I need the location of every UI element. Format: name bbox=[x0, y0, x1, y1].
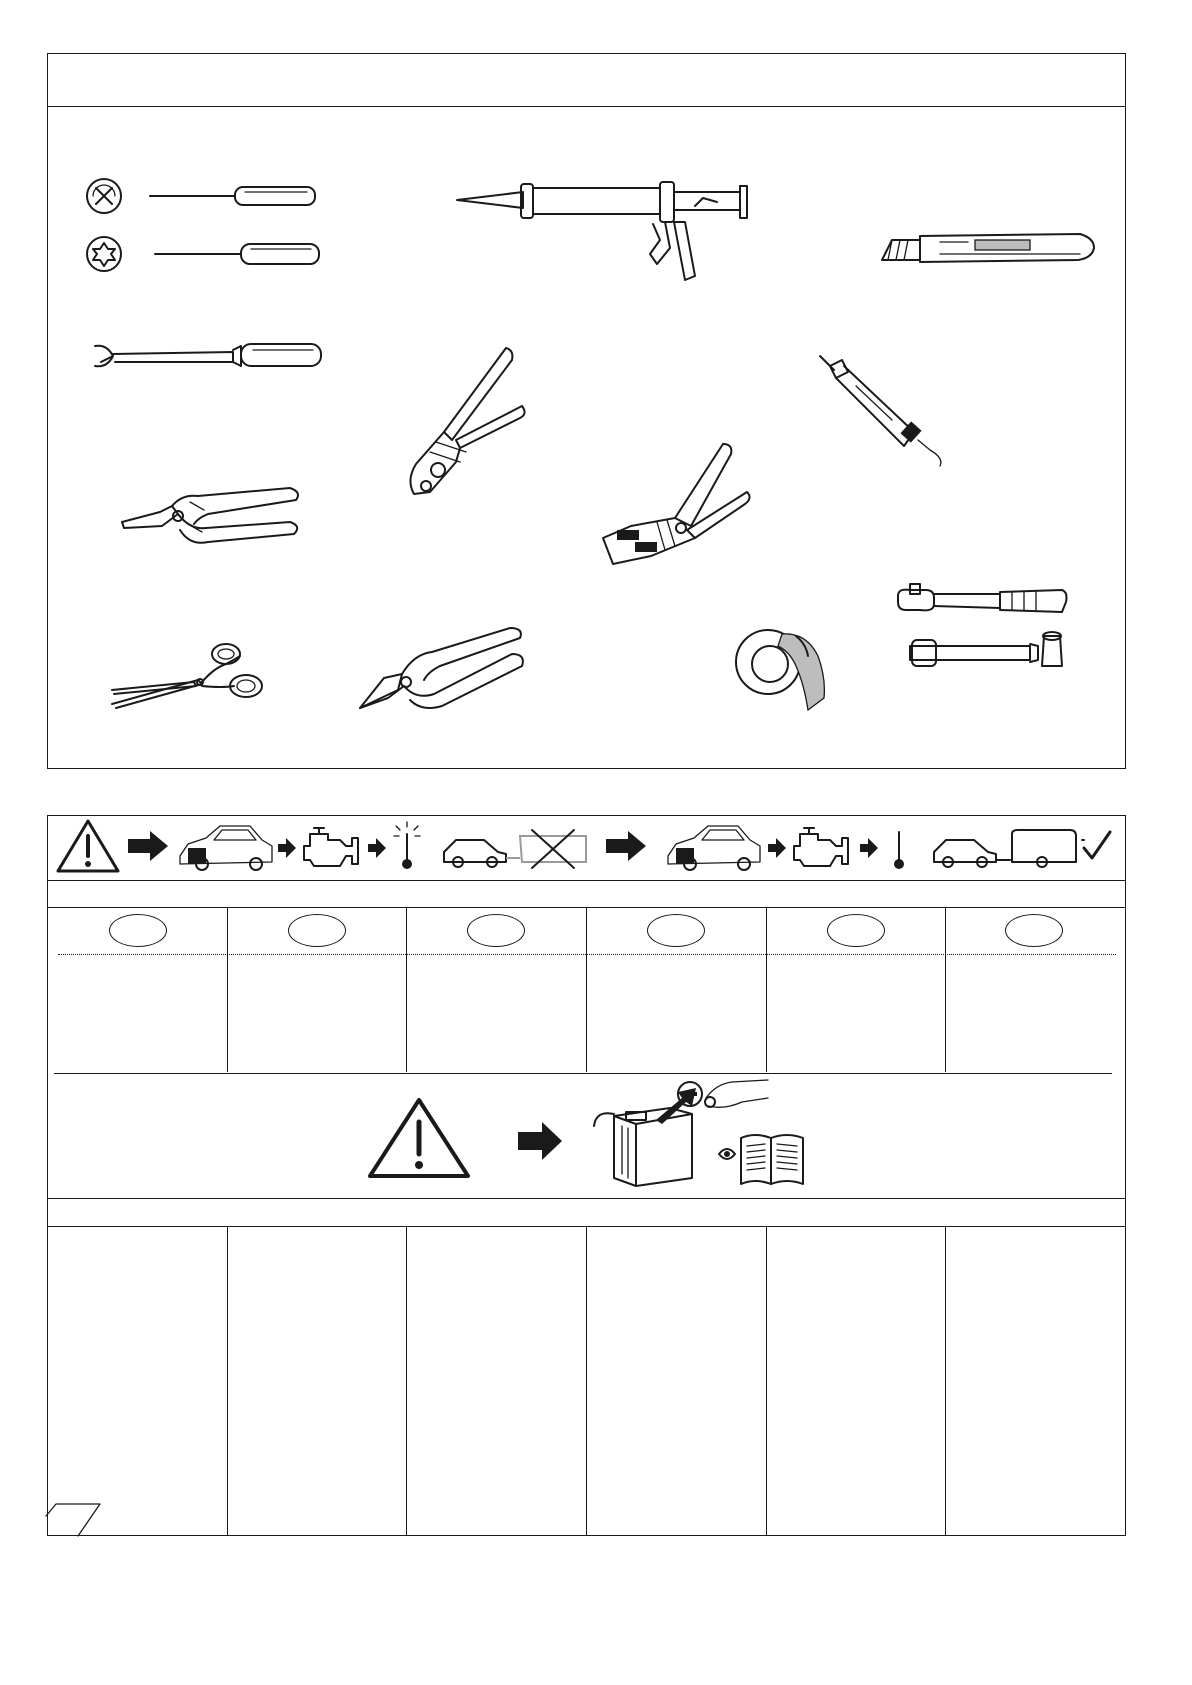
car-towing-ok-icon bbox=[930, 826, 1084, 870]
torx-screwdriver-icon bbox=[85, 236, 325, 272]
column-divider bbox=[766, 908, 767, 1072]
section-rule bbox=[54, 1073, 1112, 1074]
wire-stripper-icon bbox=[601, 442, 753, 566]
car-front-hazard-icon bbox=[178, 822, 274, 872]
warning-triangle-icon bbox=[55, 818, 121, 874]
arrow-right-icon bbox=[518, 1122, 562, 1160]
trim-removal-tool-icon bbox=[93, 336, 325, 370]
utility-knife-icon bbox=[880, 226, 1100, 270]
section-heading-bar bbox=[47, 880, 1126, 908]
column-divider bbox=[406, 908, 407, 1072]
scissors-icon bbox=[110, 642, 266, 708]
combination-pliers-icon bbox=[120, 484, 304, 550]
column-divider bbox=[945, 1227, 946, 1535]
car-no-towing-icon bbox=[440, 828, 590, 870]
car-front-icon bbox=[666, 822, 762, 872]
arrow-right-icon bbox=[606, 831, 646, 861]
caulking-gun-icon bbox=[455, 178, 775, 286]
read-manual-icon bbox=[715, 1130, 807, 1188]
column-oval bbox=[467, 914, 525, 947]
engine-icon bbox=[300, 826, 360, 870]
dotted-separator bbox=[58, 954, 1116, 955]
column-divider bbox=[406, 1227, 407, 1535]
small-arrow-icon bbox=[368, 838, 386, 858]
thermometer-icon bbox=[884, 826, 914, 872]
column-oval bbox=[109, 914, 167, 947]
ratchet-socket-set-icon bbox=[896, 580, 1068, 680]
battery-section-heading-bar bbox=[47, 1198, 1126, 1227]
column-oval bbox=[1005, 914, 1063, 947]
small-arrow-icon bbox=[860, 838, 878, 858]
column-oval bbox=[647, 914, 705, 947]
column-oval bbox=[288, 914, 346, 947]
column-divider bbox=[586, 908, 587, 1072]
tools-panel-header bbox=[48, 54, 1125, 107]
circuit-tester-icon bbox=[818, 354, 950, 470]
column-oval bbox=[827, 914, 885, 947]
checkmark-icon bbox=[1082, 830, 1112, 862]
column-divider bbox=[227, 908, 228, 1072]
crimping-pliers-icon bbox=[396, 344, 528, 500]
column-divider bbox=[586, 1227, 587, 1535]
phillips-screwdriver-icon bbox=[85, 178, 325, 214]
insulating-tape-icon bbox=[734, 628, 834, 712]
column-divider bbox=[227, 1227, 228, 1535]
thermometer-hot-icon bbox=[392, 822, 422, 872]
arrow-right-icon bbox=[128, 831, 168, 861]
column-divider bbox=[945, 908, 946, 1072]
warning-triangle-large-icon bbox=[366, 1096, 472, 1180]
small-arrow-icon bbox=[768, 838, 786, 858]
column-divider bbox=[766, 1227, 767, 1535]
small-arrow-icon bbox=[278, 838, 296, 858]
page-corner-mark bbox=[46, 1500, 106, 1538]
side-cutter-icon bbox=[358, 624, 530, 712]
engine-icon bbox=[790, 826, 850, 870]
